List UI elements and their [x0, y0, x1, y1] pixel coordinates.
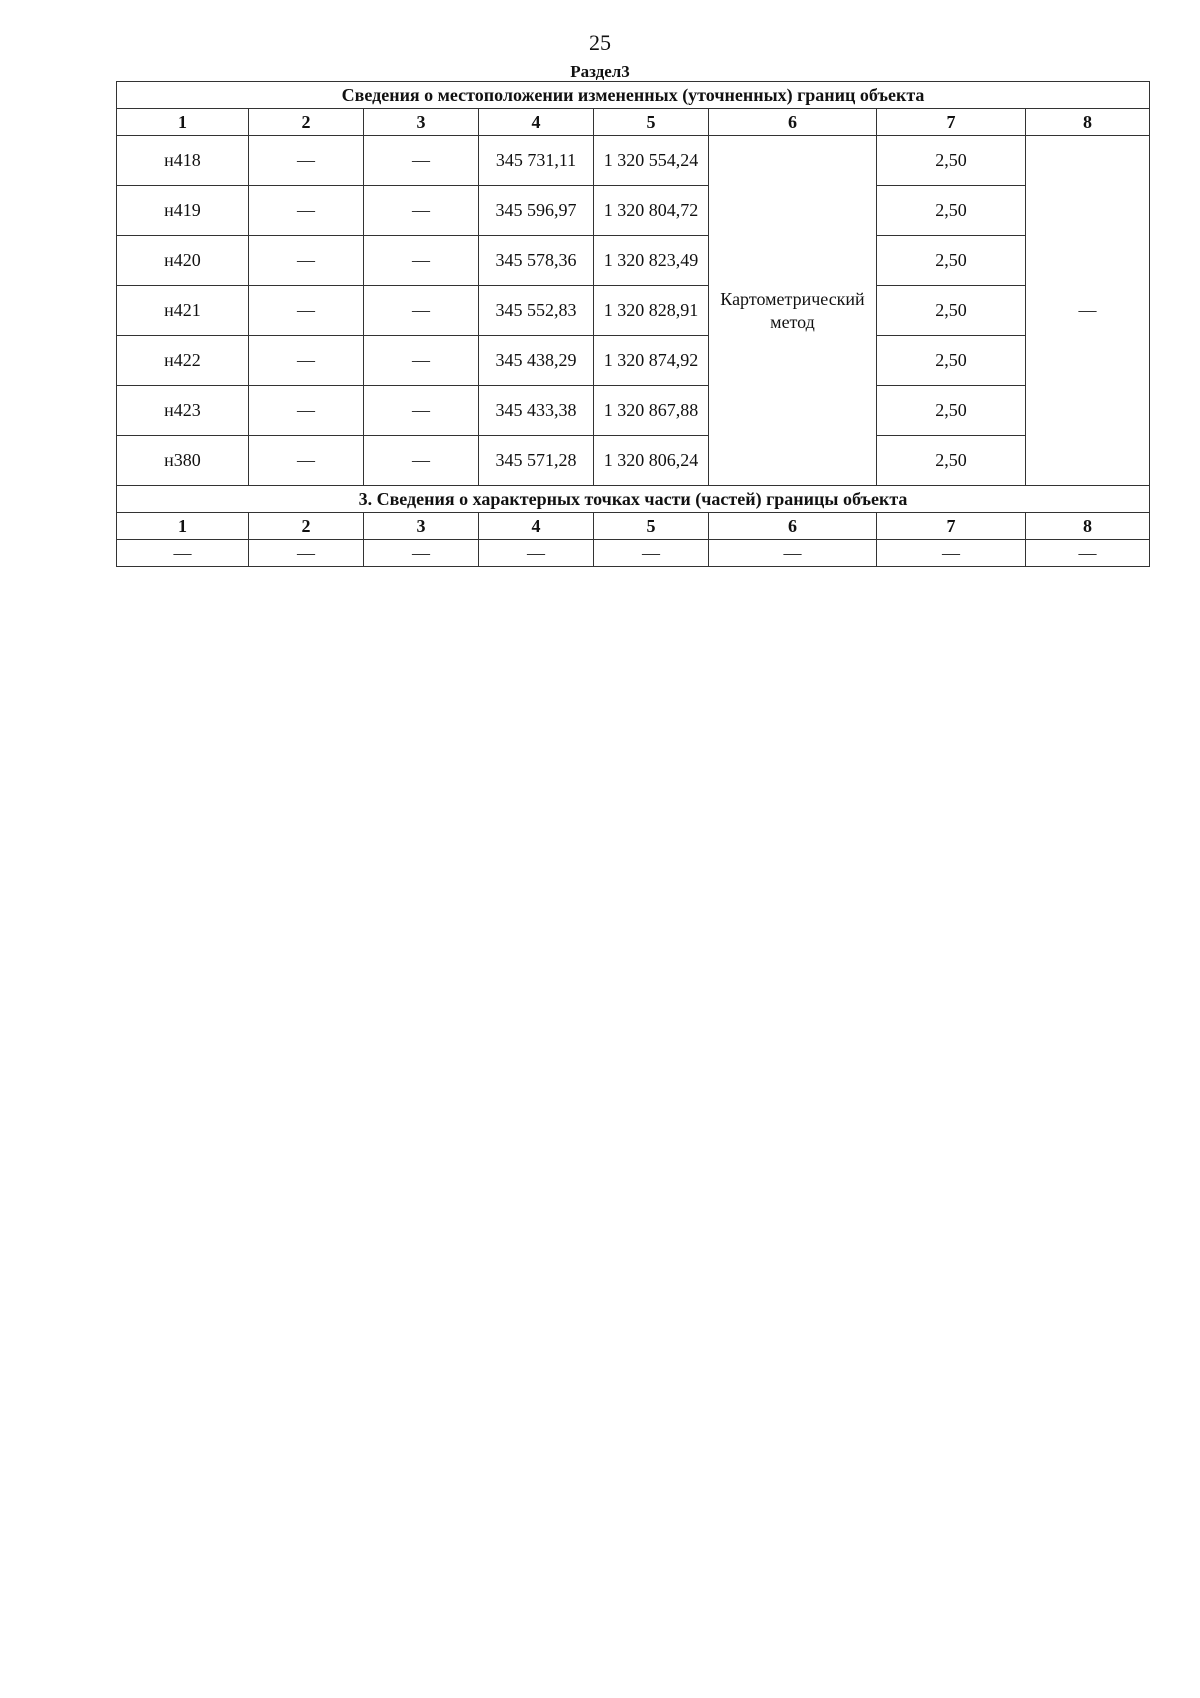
- accuracy-cell: 2,50: [877, 286, 1026, 336]
- accuracy-cell: 2,50: [877, 336, 1026, 386]
- table-cell: —: [594, 540, 709, 567]
- x-coordinate-cell: 345 578,36: [479, 236, 594, 286]
- table-cell: —: [479, 540, 594, 567]
- table-row: [117, 540, 1150, 567]
- accuracy-cell: 2,50: [877, 436, 1026, 486]
- table-row: [117, 286, 1150, 336]
- column-header: 7: [877, 513, 1026, 540]
- table-cell: —: [249, 236, 364, 286]
- y-coordinate-cell: 1 320 874,92: [594, 336, 709, 386]
- x-coordinate-cell: 345 596,97: [479, 186, 594, 236]
- point-name-cell: н419: [117, 186, 249, 236]
- column-header: 1: [117, 513, 249, 540]
- table-row: [117, 436, 1150, 486]
- point-name-cell: н380: [117, 436, 249, 486]
- column-header: 3: [364, 109, 479, 136]
- column-header: 2: [249, 109, 364, 136]
- section-title: Раздел3: [570, 62, 630, 81]
- column-header: 3: [364, 513, 479, 540]
- table-cell: —: [249, 136, 364, 186]
- table-cell: —: [364, 436, 479, 486]
- x-coordinate-cell: 345 552,83: [479, 286, 594, 336]
- point-name-cell: н418: [117, 136, 249, 186]
- y-coordinate-cell: 1 320 804,72: [594, 186, 709, 236]
- table-cell: —: [364, 540, 479, 567]
- table-cell: —: [364, 186, 479, 236]
- table-cell: —: [249, 540, 364, 567]
- x-coordinate-cell: 345 571,28: [479, 436, 594, 486]
- accuracy-cell: 2,50: [877, 186, 1026, 236]
- accuracy-cell: 2,50: [877, 136, 1026, 186]
- column-header: 5: [594, 513, 709, 540]
- table-cell: —: [1026, 540, 1150, 567]
- table1-title: Сведения о местоположении измененных (уточненных) границ объекта: [117, 82, 1150, 109]
- table-cell: —: [364, 236, 479, 286]
- table-cell: —: [364, 336, 479, 386]
- table-cell: —: [364, 136, 479, 186]
- column-header: 8: [1026, 109, 1150, 136]
- table-row: [117, 336, 1150, 386]
- table1-header-row: [117, 109, 1150, 136]
- accuracy-cell: 2,50: [877, 386, 1026, 436]
- y-coordinate-cell: 1 320 554,24: [594, 136, 709, 186]
- column-header: 1: [117, 109, 249, 136]
- table2-title-row: [117, 486, 1150, 513]
- x-coordinate-cell: 345 438,29: [479, 336, 594, 386]
- table-cell: —: [249, 186, 364, 236]
- table-row: [117, 136, 1150, 186]
- table2-title: 3. Сведения о характерных точках части (частей) границы объекта: [117, 486, 1150, 513]
- table-cell: —: [249, 336, 364, 386]
- column-header: 4: [479, 109, 594, 136]
- table-row: [117, 186, 1150, 236]
- table-cell: —: [877, 540, 1026, 567]
- table-cell: —: [364, 386, 479, 436]
- y-coordinate-cell: 1 320 867,88: [594, 386, 709, 436]
- x-coordinate-cell: 345 731,11: [479, 136, 594, 186]
- table-cell: —: [364, 286, 479, 336]
- table1-title-row: [117, 82, 1150, 109]
- x-coordinate-cell: 345 433,38: [479, 386, 594, 436]
- accuracy-cell: 2,50: [877, 236, 1026, 286]
- column-8-cell: —: [1026, 136, 1150, 486]
- column-header: 8: [1026, 513, 1150, 540]
- point-name-cell: н421: [117, 286, 249, 336]
- table-cell: —: [249, 386, 364, 436]
- method-line-2: метод: [770, 311, 815, 332]
- table-cell: —: [709, 540, 877, 567]
- table-row: [117, 386, 1150, 436]
- column-header: 7: [877, 109, 1026, 136]
- y-coordinate-cell: 1 320 823,49: [594, 236, 709, 286]
- point-name-cell: н420: [117, 236, 249, 286]
- table-cell: —: [249, 286, 364, 336]
- column-header: 6: [709, 109, 877, 136]
- y-coordinate-cell: 1 320 828,91: [594, 286, 709, 336]
- point-name-cell: н422: [117, 336, 249, 386]
- table-row: [117, 236, 1150, 286]
- column-header: 5: [594, 109, 709, 136]
- method-line-1: Картометрический: [720, 288, 865, 309]
- method-cell: [709, 136, 877, 486]
- table-cell: —: [117, 540, 249, 567]
- column-header: 4: [479, 513, 594, 540]
- table2-header-row: [117, 513, 1150, 540]
- column-header: 6: [709, 513, 877, 540]
- y-coordinate-cell: 1 320 806,24: [594, 436, 709, 486]
- column-header: 2: [249, 513, 364, 540]
- table-cell: —: [249, 436, 364, 486]
- page-number: 25: [589, 30, 611, 55]
- boundary-table: [116, 81, 1150, 567]
- point-name-cell: н423: [117, 386, 249, 436]
